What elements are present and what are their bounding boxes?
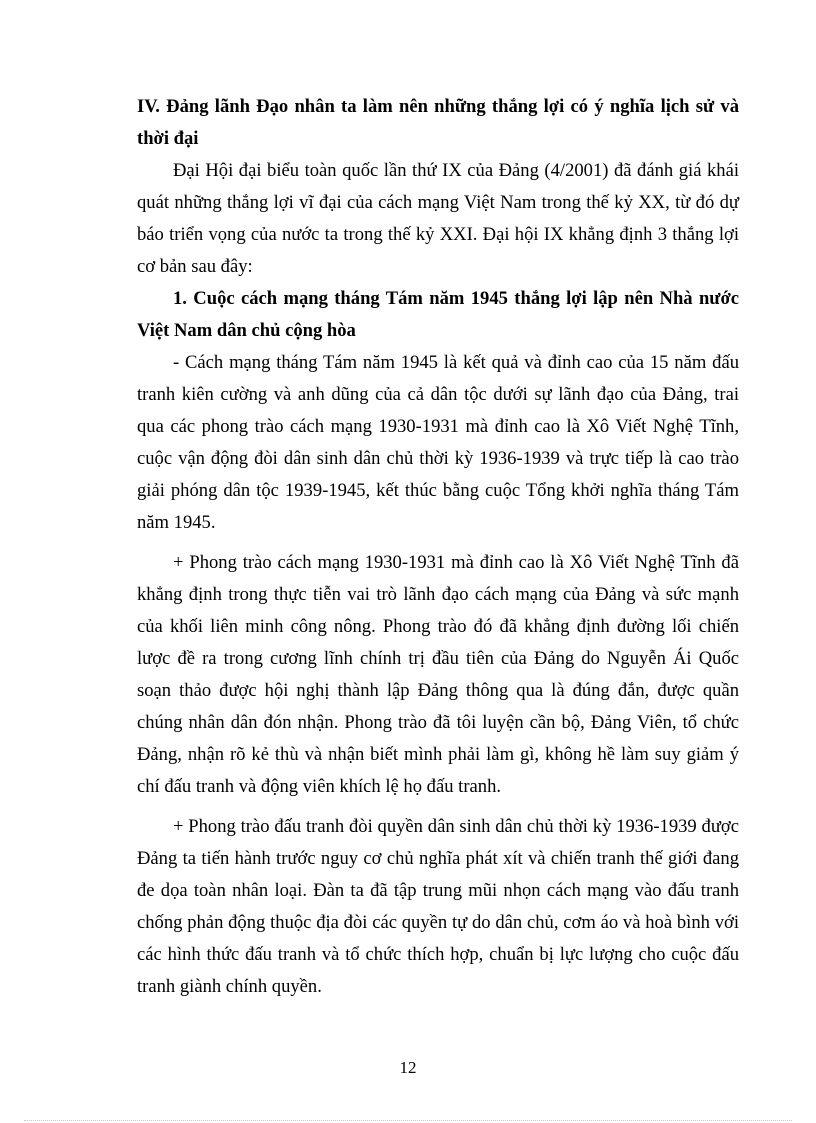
page-content (137, 91, 739, 1003)
intro-paragraph: Đại Hội đại biểu toàn quốc lần thứ IX của Đảng (4/2001) đã đánh giá khái quát những thắng lợi vĩ đại của cách mạng Việt Nam trong thế kỷ XX, từ đó dự báo triển vọng của nước ta trong thế kỷ XXI. Đại hội IX khẳng định 3 thắng lợi cơ bản sau đây: (137, 160, 739, 277)
paragraph-3: + Phong trào đấu tranh đòi quyền dân sinh dân chủ thời kỳ 1936-1939 được Đảng ta tiến hành trước nguy cơ chủ nghĩa phát xít và chiến tranh thế giới đang đe dọa toàn nhân loại. Đàn ta đã tập trung mũi nhọn cách mạng vào đấu tranh chống phản động thuộc địa đòi các quyền tự do dân chủ, cơm áo và hoà bình với các hình thức đấu tranh và tổ chức thích hợp, chuẩn bị lực lượng cho cuộc đấu tranh giành chính quyền. (137, 816, 739, 997)
paragraph-1: - Cách mạng tháng Tám năm 1945 là kết quả và đỉnh cao của 15 năm đấu tranh kiên cường và anh dũng của cả dân tộc dưới sự lãnh đạo của Đảng, trai qua các phong trào cách mạng 1930-1931 mà đỉnh cao là Xô Viết Nghệ Tĩnh, cuộc vận động đòi dân sinh dân chủ thời kỳ 1936-1939 và trực tiếp là cao trào giải phóng dân tộc 1939-1945, kết thúc bằng cuộc Tổng khởi nghĩa tháng Tám năm 1945. (137, 352, 739, 533)
page-number: 12 (399, 1058, 417, 1077)
page-bottom-divider (24, 1120, 792, 1121)
section-heading: IV. Đảng lãnh Đạo nhân ta làm nên những thắng lợi có ý nghĩa lịch sử và thời đại (137, 96, 739, 149)
paragraph-2: + Phong trào cách mạng 1930-1931 mà đỉnh cao là Xô Viết Nghệ Tĩnh đã khẳng định trong thực tiễn vai trò lãnh đạo cách mạng của Đảng và sức mạnh của khối liên minh công nông. Phong trào đó đã khẳng định đường lối chiến lược đề ra trong cương lĩnh chính trị đầu tiên của Đảng do Nguyễn Ái Quốc soạn thảo được hội nghị thành lập Đảng thông qua là đúng đắn, được quần chúng nhân dân đón nhận. Phong trào đã tôi luyện cần bộ, Đảng Viên, tổ chức Đảng, nhận rõ kẻ thù và nhận biết mình phải làm gì, không hề làm suy giảm ý chí đấu tranh và động viên khích lệ họ đấu tranh. (137, 552, 739, 797)
subheading-1: 1. Cuộc cách mạng tháng Tám năm 1945 thắng lợi lập nên Nhà nước Việt Nam dân chủ cộng hòa (137, 288, 739, 341)
